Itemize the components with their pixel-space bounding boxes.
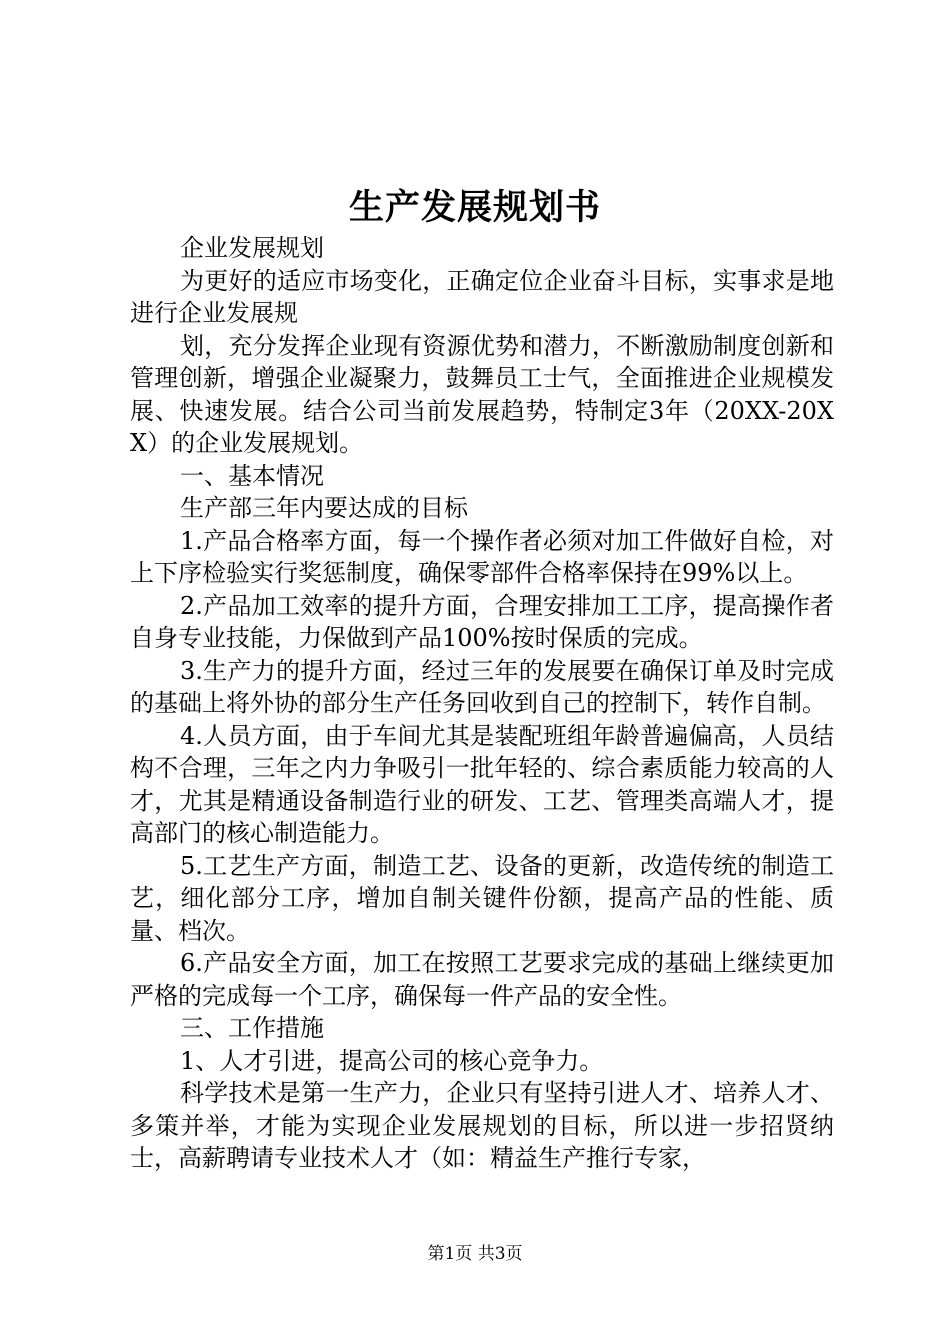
document-body [130, 232, 834, 1175]
paragraph: 三、工作措施 [180, 1014, 324, 1042]
page-footer: 第1页 共3页 [427, 1244, 523, 1264]
paragraph: 1、人才引进，提高公司的核心竞争力。 [180, 1046, 604, 1075]
paragraph: 生产部三年内要达成的目标 [180, 494, 468, 522]
paragraph: 6.产品安全方面，加工在按照工艺要求完成的基础上继续更加严格的完成每一个工序，确保每一件产品的安全性。 [130, 949, 834, 1010]
paragraph: 4.人员方面，由于车间尤其是装配班组年龄普遍偏高，人员结构不合理，三年之内力争吸引一批年轻的、综合素质能力较高的人才，尤其是精通设备制造行业的研发、工艺、管理类高端人才，提高部门的核心制造能力。 [130, 721, 834, 847]
document-title: 生产发展规划书 [348, 187, 601, 228]
paragraph: 3.生产力的提升方面，经过三年的发展要在确保订单及时完成的基础上将外协的部分生产任务回收到自己的控制下，转作自制。 [130, 656, 834, 717]
paragraph: 划，充分发挥企业现有资源优势和潜力，不断激励制度创新和管理创新，增强企业凝聚力，鼓舞员工士气，全面推进企业规模发展、快速发展。结合公司当前发展趋势，特制定3年（20XX-20XX）的企业发展规划。 [130, 331, 834, 457]
paragraph: 科学技术是第一生产力，企业只有坚持引进人才、培养人才、多策并举，才能为实现企业发展规划的目标，所以进一步招贤纳士，高薪聘请专业技术人才（如：精益生产推行专家， [130, 1079, 834, 1172]
paragraph: 2.产品加工效率的提升方面，合理安排加工工序，提高操作者自身专业技能，力保做到产品100%按时保质的完成。 [130, 591, 834, 652]
paragraph: 1.产品合格率方面，每一个操作者必须对加工件做好自检，对上下序检验实行奖惩制度，确保零部件合格率保持在99%以上。 [130, 526, 834, 587]
paragraph: 企业发展规划 [180, 234, 324, 262]
paragraph: 5.工艺生产方面，制造工艺、设备的更新，改造传统的制造工艺，细化部分工序，增加自制关键件份额，提高产品的性能、质量、档次。 [130, 851, 834, 945]
paragraph: 一、基本情况 [180, 461, 324, 490]
paragraph: 为更好的适应市场变化，正确定位企业奋斗目标，实事求是地进行企业发展规 [130, 266, 834, 327]
